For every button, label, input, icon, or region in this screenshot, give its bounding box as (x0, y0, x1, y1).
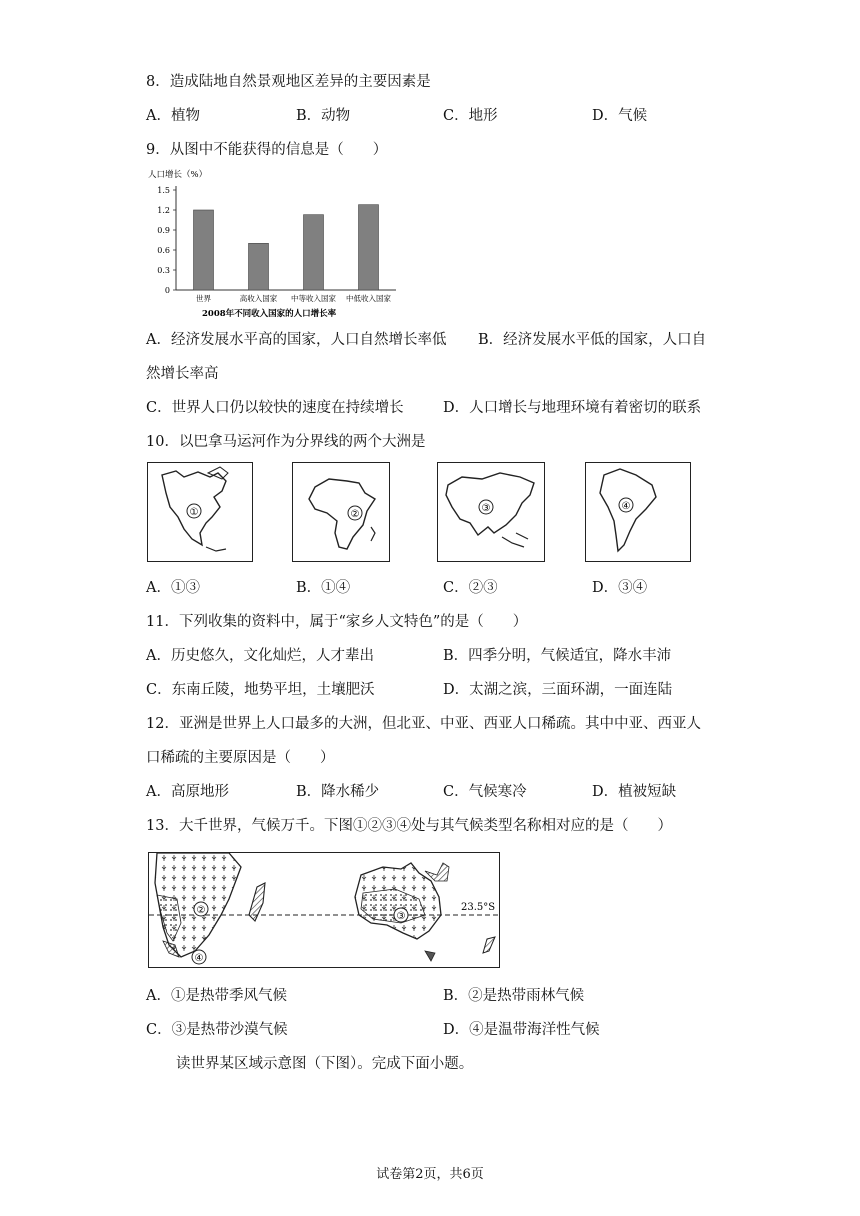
q9-option-b-continued: 然增长率高 (146, 366, 219, 382)
chart-ytick-label: 0.9 (157, 226, 170, 235)
q11-option-a: A．历史悠久，文化灿烂，人才辈出 (146, 648, 374, 664)
climate-label-3: ③ (396, 911, 406, 922)
q12-option-d: D．植被短缺 (592, 784, 677, 800)
south-america-outline (586, 463, 690, 561)
q8-option-b: B．动物 (296, 108, 351, 124)
q9-option-d: D．人口增长与地理环境有着密切的联系 (443, 400, 702, 416)
q9-option-b: B．经济发展水平低的国家，人口自 (478, 332, 707, 348)
chart-bar-0 (194, 210, 214, 290)
bar-chart-svg (146, 168, 402, 320)
q10-stem: 10．以巴拿马运河作为分界线的两个大洲是 (146, 434, 426, 450)
chart-category-label: 中等收入国家 (291, 294, 336, 303)
map-africa (292, 462, 390, 562)
q13-option-c: C．③是热带沙漠气候 (146, 1022, 288, 1038)
chart-category-label: 世界 (196, 294, 211, 303)
q12-option-b: B．降水稀少 (296, 784, 380, 800)
chart-bar-1 (249, 243, 269, 290)
reading-intro: 读世界某区域示意图（下图）。完成下面小题。 (176, 1056, 474, 1072)
q9-option-c: C．世界人口仍以较快的速度在持续增长 (146, 400, 404, 416)
chart-ylabel: 人口增长（%） (148, 170, 208, 180)
map-label-2: ② (350, 509, 360, 520)
q11-option-b: B．四季分明，气候适宜，降水丰沛 (443, 648, 672, 664)
q9-stem: 9．从图中不能获得的信息是（ ） (146, 142, 388, 158)
q11-option-d: D．太湖之滨，三面环湖，一面连陆 (443, 682, 673, 698)
north-america-outline (148, 463, 252, 561)
map-asia (437, 462, 545, 562)
chart-category-label: 高收入国家 (239, 294, 278, 303)
q13-stem: 13．大千世界，气候万千。下图①②③④处与其气候类型名称相对应的是（ ） (146, 818, 672, 834)
climate-map (148, 852, 500, 968)
tropic-label: 23.5°S (461, 902, 496, 913)
q10-option-c: C．②③ (443, 580, 498, 596)
chart-ytick-label: 1.5 (157, 186, 170, 195)
q9-option-a: A．经济发展水平高的国家，人口自然增长率低 (146, 332, 447, 348)
q12-stem-line1: 12．亚洲是世界上人口最多的大洲，但北亚、中亚、西亚人口稀疏。其中中亚、西亚人 (146, 716, 701, 732)
q11-stem: 11．下列收集的资料中，属于“家乡人文特色”的是（ ） (146, 614, 528, 630)
q12-stem-line2: 口稀疏的主要原因是（ ） (146, 750, 335, 766)
q12-option-c: C．气候寒冷 (443, 784, 527, 800)
climate-label-4: ④ (194, 953, 204, 964)
map-south-america (585, 462, 691, 562)
q10-option-b: B．①④ (296, 580, 351, 596)
map-label-3: ③ (481, 503, 491, 514)
q8-option-a: A．植物 (146, 108, 200, 124)
chart-ytick-label: 0.6 (157, 246, 170, 255)
map-label-1: ① (189, 507, 199, 518)
map-label-4: ④ (621, 501, 631, 512)
population-growth-chart (146, 168, 402, 320)
chart-ytick-label: 1.2 (157, 206, 170, 215)
africa-outline (293, 463, 389, 561)
chart-bar-2 (304, 215, 324, 290)
climate-label-2: ② (196, 905, 206, 916)
q12-option-a: A．高原地形 (146, 784, 229, 800)
asia-outline (438, 463, 544, 561)
page-footer: 试卷第2页，共6页 (376, 1167, 484, 1182)
chart-category-label: 中低收入国家 (346, 294, 391, 303)
climate-map-svg (149, 853, 499, 967)
q11-option-c: C．东南丘陵，地势平坦，土壤肥沃 (146, 682, 375, 698)
map-north-america (147, 462, 253, 562)
q10-option-d: D．③④ (592, 580, 648, 596)
q10-option-a: A．①③ (146, 580, 200, 596)
q8-option-d: D．气候 (592, 108, 648, 124)
chart-ytick-label: 0.3 (157, 266, 170, 275)
chart-ytick-label: 0 (164, 286, 170, 295)
q13-option-d: D．④是温带海洋性气候 (443, 1022, 600, 1038)
chart-bar-3 (359, 205, 379, 290)
q13-option-b: B．②是热带雨林气候 (443, 988, 585, 1004)
q8-stem: 8．造成陆地自然景观地区差异的主要因素是 (146, 74, 431, 90)
q13-option-a: A．①是热带季风气候 (146, 988, 287, 1004)
chart-title: 2008年不同收入国家的人口增长率 (202, 309, 337, 319)
q8-option-c: C．地形 (443, 108, 498, 124)
